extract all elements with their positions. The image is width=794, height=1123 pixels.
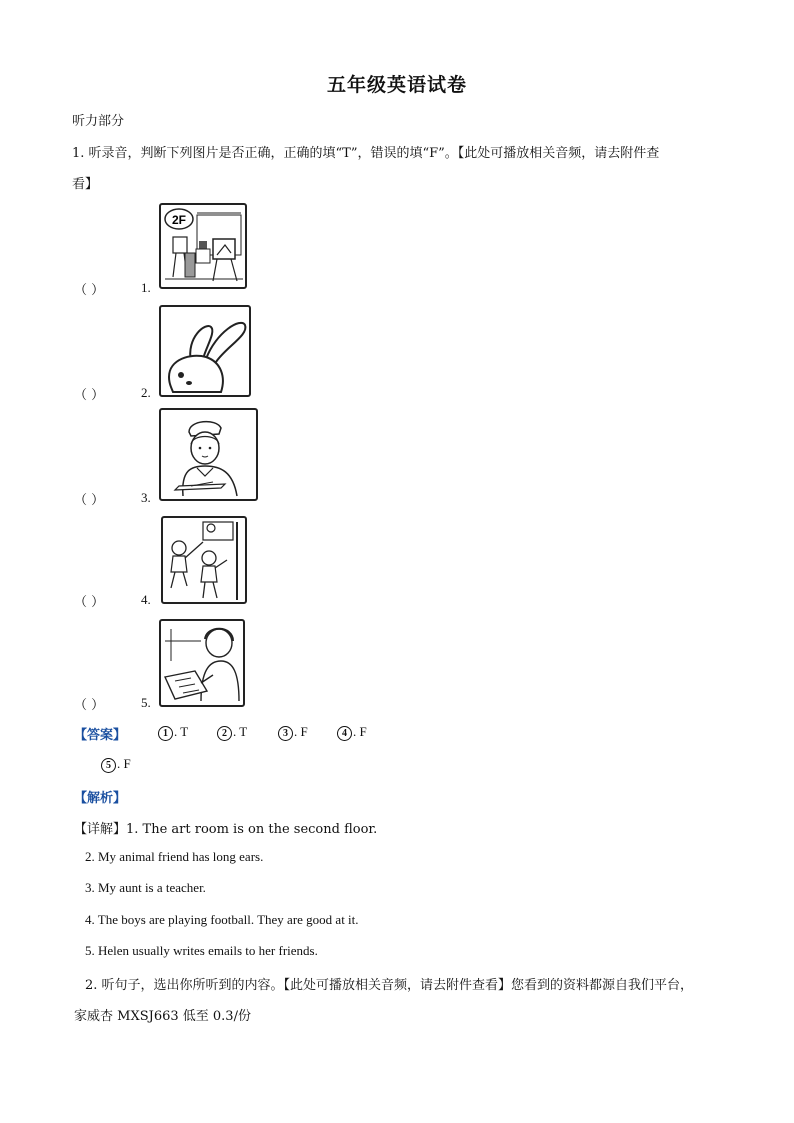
answer-item-5: [101, 756, 131, 773]
answer-blank-3[interactable]: （ ）: [74, 493, 105, 508]
circled-number-3: 3: [278, 726, 293, 741]
question-1-instruction: 1. 听录音，判断下列图片是否正确，正确的填“T”，错误的填“F”。【此处可播放相关音频，请去附件查: [72, 146, 660, 161]
nurse-illustration: [161, 410, 256, 499]
answer-item-4: [337, 724, 367, 741]
analysis-line-3: 3. My aunt is a teacher.: [85, 880, 206, 895]
answer-blank-1[interactable]: （ ）: [74, 283, 105, 298]
circled-number-5: 5: [101, 758, 116, 773]
answer-value-2: . T: [233, 724, 248, 739]
answer-blank-5[interactable]: （ ）: [74, 698, 105, 713]
section-heading: 听力部分: [72, 114, 125, 129]
item-number-4: 4.: [141, 592, 151, 607]
answer-blank-2[interactable]: （ ）: [74, 388, 105, 403]
picture-nurse: [159, 408, 258, 501]
picture-helen-writing: [159, 619, 245, 707]
picture-art-room: [159, 203, 247, 289]
answer-item-3: [278, 724, 308, 741]
rabbit-illustration: [161, 307, 249, 395]
item-number-5: 5.: [141, 695, 151, 710]
analysis-line-5: 5. Helen usually writes emails to her friends.: [85, 943, 318, 958]
picture-rabbit: [159, 305, 251, 397]
analysis-line-2: 2. My animal friend has long ears.: [85, 849, 264, 864]
analysis-line-1: 【详解】1. The art room is on the second floor.: [74, 822, 378, 837]
helen-writing-illustration: [161, 621, 243, 705]
answer-value-1: . T: [174, 724, 189, 739]
answer-value-4: . F: [353, 724, 367, 739]
question-2-instruction: 2. 听句子，选出你所听到的内容。【此处可播放相关音频，请去附件查看】您看到的资料都源自我们平台，: [85, 978, 694, 993]
item-number-1: 1.: [141, 280, 151, 295]
circled-number-1: 1: [158, 726, 173, 741]
floor-sign-text: 2F: [171, 213, 187, 227]
question-2-footer: 家威杏 MXSJ663 低至 0.3/份: [74, 1009, 251, 1024]
circled-number-2: 2: [217, 726, 232, 741]
answer-value-3: . F: [294, 724, 308, 739]
art-room-illustration: [161, 205, 245, 287]
analysis-line-4: 4. The boys are playing football. They are good at it.: [85, 912, 359, 927]
analysis-label: 【解析】: [74, 791, 127, 806]
item-number-3: 3.: [141, 490, 151, 505]
answer-blank-4[interactable]: （ ）: [74, 595, 105, 610]
answer-item-2: [217, 724, 247, 741]
answer-label: 【答案】: [74, 728, 127, 743]
item-number-2: 2.: [141, 385, 151, 400]
answer-value-5: . F: [117, 756, 131, 771]
question-1-instruction-cont: 看】: [72, 177, 99, 192]
circled-number-4: 4: [337, 726, 352, 741]
boys-basketball-illustration: [163, 518, 245, 602]
page-title: 五年级英语试卷: [326, 74, 467, 96]
picture-boys-basketball: [161, 516, 247, 604]
answer-item-1: [158, 724, 188, 741]
